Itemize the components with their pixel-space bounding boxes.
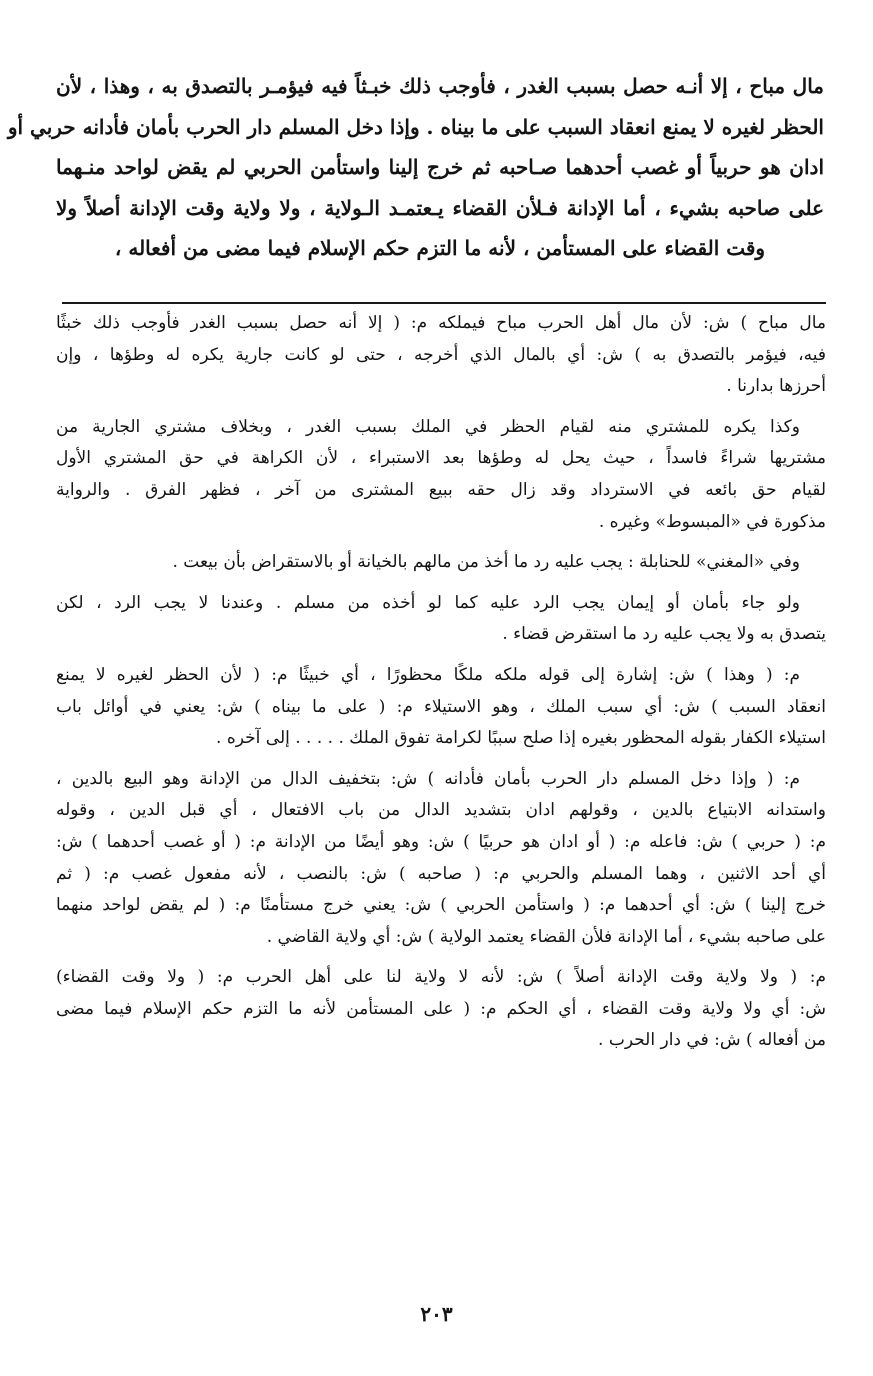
main-text-line: ادان هو حربياً أو غصب أحدهما صـاحبه ثم خرج إلينا واستأمن الحربي لم يقض لواحد منـهما — [56, 155, 824, 179]
commentary-line: خرج إلينا ) ش: أي أحدهما م: ( واستأمن الحربي ) ش: يعني خرج مستأمنًا م: ( لم يقض لواحد منهما — [56, 895, 826, 916]
commentary-paragraph — [56, 588, 826, 651]
commentary-line: انعقاد السبب ) ش: أي سبب الملك ، وهو الاستيلاء م: ( على ما بيناه ) ش: يعني في أوائل باب — [56, 696, 826, 717]
main-text-line: الحظر لغيره لا يمنع انعقاد السبب على ما بيناه . وإذا دخل المسلم دار الحرب بأمان فأدانه حربي أو — [7, 114, 824, 139]
commentary-line: استيلاء الكفار بقوله المحظور بغيره إذا صلح سببًا لكرامة تفوق الملك . . . . . إلى آخره . — [216, 728, 826, 749]
commentary-line: فيه، فيؤمر بالتصدق به ) ش: أي بالمال الذي أخرجه ، حتى لو كانت جارية يكره له وطؤها ، وإن — [56, 344, 826, 365]
commentary-line: مذكورة في «المبسوط» وغيره . — [598, 511, 826, 532]
commentary-line: على صاحبه بشيء ، أما الإدانة فلأن القضاء يعتمد الولاية ) ش: أي ولاية القاضي . — [266, 926, 826, 947]
commentary-line: وفي «المغني» للحنابلة : يجب عليه رد ما أخذ من مالهم بالخيانة أو بالاستقراض بأن بيعت . — [172, 552, 800, 573]
commentary-line: يتصدق به ولا يجب عليه رد ما استقرض قضاء . — [502, 624, 826, 645]
commentary-line: من أفعاله ) ش: في دار الحرب . — [598, 1030, 826, 1051]
main-text-block — [7, 66, 824, 269]
commentary-line: وكذا يكره للمشتري منه لقيام الحظر في الملك بسبب الغدر ، وبخلاف مشتري الجارية من — [56, 416, 800, 437]
commentary-line: م: ( حربي ) ش: فاعله م: ( أو ادان هو حربيًا ) ش: وهو أيضًا من الإدانة م: ( أو غصب أحدهما ) ش: — [56, 831, 826, 852]
commentary-paragraph — [56, 412, 826, 538]
commentary-line: ش: أي ولا ولاية وقت القضاء ، أي الحكم م: ( على المستأمن لأنه ما التزم حكم الإسلام فيما مضى — [56, 998, 826, 1019]
commentary-block — [56, 308, 826, 1057]
commentary-line: لقيام حق بائعه في الاسترداد وقد زال حقه ببيع المشترى من آخر ، فظهر الفرق . والرواية — [56, 479, 826, 500]
commentary-line: م: ( ولا ولاية وقت الإدانة أصلاً ) ش: لأنه لا ولاية لنا على أهل الحرب م: ( ولا وقت القضاء) — [56, 967, 826, 988]
commentary-line: أي أحد الاثنين ، وهما المسلم والحربي م: ( صاحبه ) ش: بالنصب ، لأنه مفعول غصب م: ( ثم — [56, 863, 826, 884]
commentary-paragraph — [56, 547, 826, 579]
commentary-paragraph — [56, 308, 826, 403]
commentary-line: مال مباح ) ش: لأن مال أهل الحرب مباح فيملكه م: ( إلا أنه حصل بسبب الغدر فأوجب ذلك خبثًا — [56, 313, 826, 333]
commentary-line: ولو جاء بأمان أو إيمان يجب الرد عليه كما لو أخذه من مسلم . وعندنا لا يجب الرد ، لكن — [56, 592, 800, 613]
main-text-line: وقت القضاء على المستأمن ، لأنه ما التزم حكم الإسلام فيما مضى من أفعاله ، — [114, 236, 766, 260]
commentary-line: م: ( وإذا دخل المسلم دار الحرب بأمان فأدانه ) ش: بتخفيف الدال من الإدانة وهو البيع بالدين ، — [56, 768, 800, 789]
commentary-line: أحرزها بدارنا . — [726, 376, 826, 397]
separator-rule — [62, 302, 826, 304]
main-text-line: على صاحبه بشيء ، أما الإدانة فـلأن القضاء يـعتمـد الـولاية ، ولا ولاية وقت الإدانة أصلاً ولا — [56, 195, 824, 220]
commentary-paragraph — [56, 962, 826, 1057]
commentary-line: م: ( وهذا ) ش: إشارة إلى قوله ملكه ملكًا محظورًا ، أي خبيثًا م: ( لأن الحظر لغيره لا يمنع — [56, 664, 800, 685]
commentary-paragraph — [56, 660, 826, 755]
main-text-line: مال مباح ، إلا أنـه حصل بسبب الغدر ، فأوجب ذلك خبـثاً فيه فيؤمـر بالتصدق به ، وهذا ، لأن — [56, 74, 824, 98]
page-number: ٢٠٣ — [420, 1302, 453, 1326]
commentary-paragraph — [56, 764, 826, 954]
commentary-line: مشتريها شراءً فاسداً ، حيث يحل له وطؤها بعد الاستبراء ، لأن الكراهة في حق المشتري الأول — [56, 448, 826, 469]
commentary-line: واستدانه الابتياع بالدين ، وقولهم ادان بتشديد الدال من باب الافتعال ، أي قبل الدين ، وقوله — [56, 800, 826, 821]
